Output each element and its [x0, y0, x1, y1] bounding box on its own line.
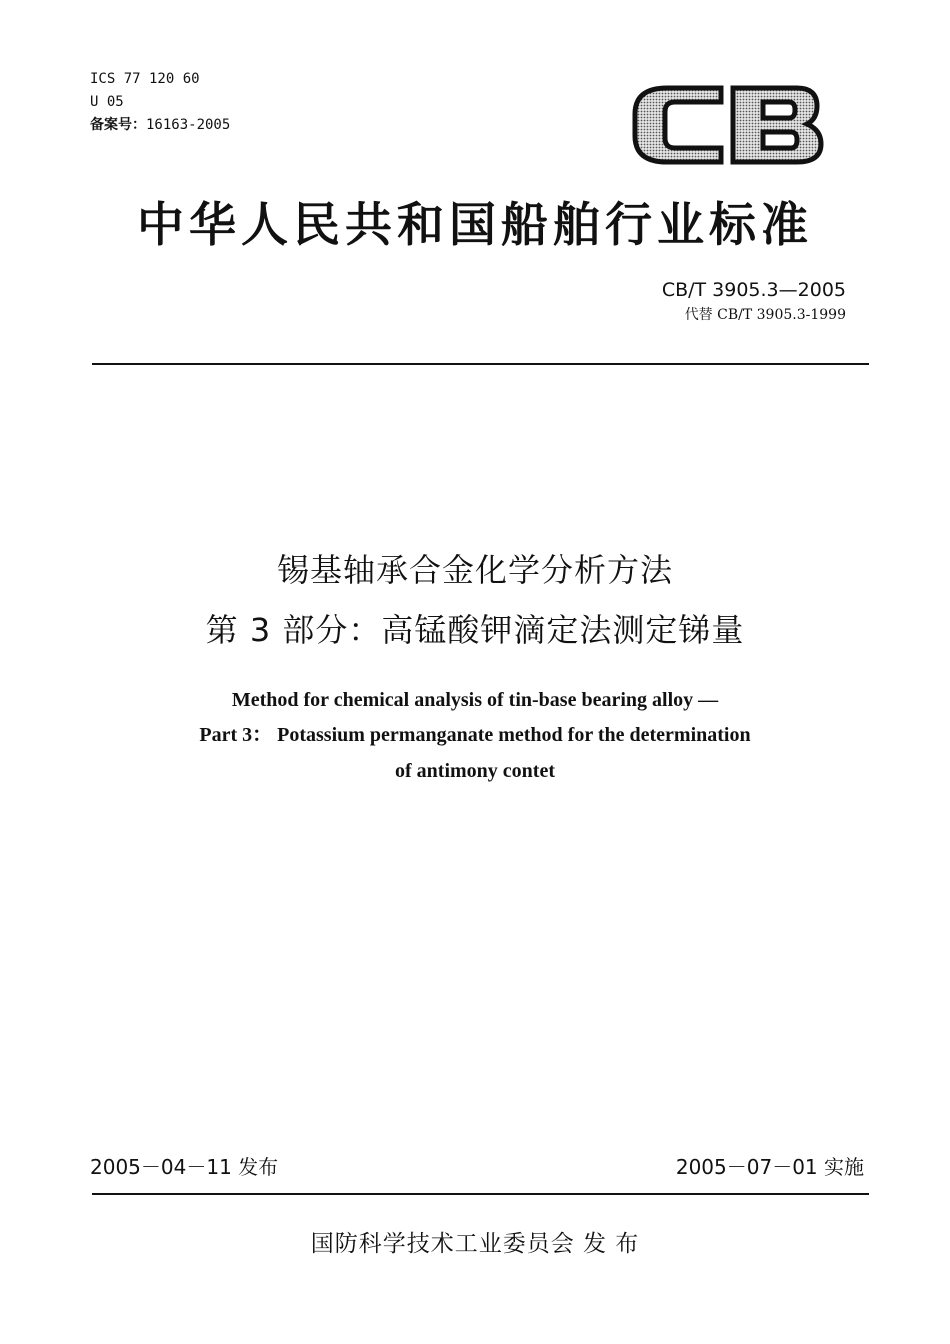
publisher: 国防科学技术工业委员会 发 布: [310, 1231, 640, 1257]
record-label: 备案号：: [90, 117, 146, 133]
ics-code: ICS 77 120 60: [90, 71, 200, 87]
issue-date: 2005－04－11 发布: [90, 1155, 279, 1179]
title-en-line3: of antimony contet: [395, 760, 555, 782]
effective-date: 2005－07－01 实施: [675, 1155, 864, 1179]
title-en-line2: Part 3： Potassium permanganate method for the determination: [199, 724, 751, 746]
footer-divider: [92, 1193, 869, 1195]
ccs-code: U 05: [90, 94, 124, 110]
title-en-line1: Method for chemical analysis of tin-base bearing alloy —: [231, 689, 719, 711]
main-title: 中华人民共和国船舶行业标准: [137, 198, 813, 253]
header-divider: [92, 363, 869, 365]
record-number: [90, 114, 230, 136]
title-zh-line1: 锡基轴承合金化学分析方法: [276, 551, 673, 589]
standard-number: CB/T 3905.3—2005: [661, 279, 846, 301]
cb-logo: [625, 74, 825, 176]
title-zh-line2: 第 3 部分：高锰酸钾滴定法测定锑量: [205, 611, 745, 649]
standard-replaces: 代替 CB/T 3905.3-1999: [684, 307, 846, 323]
record-value: 16163-2005: [146, 117, 231, 133]
